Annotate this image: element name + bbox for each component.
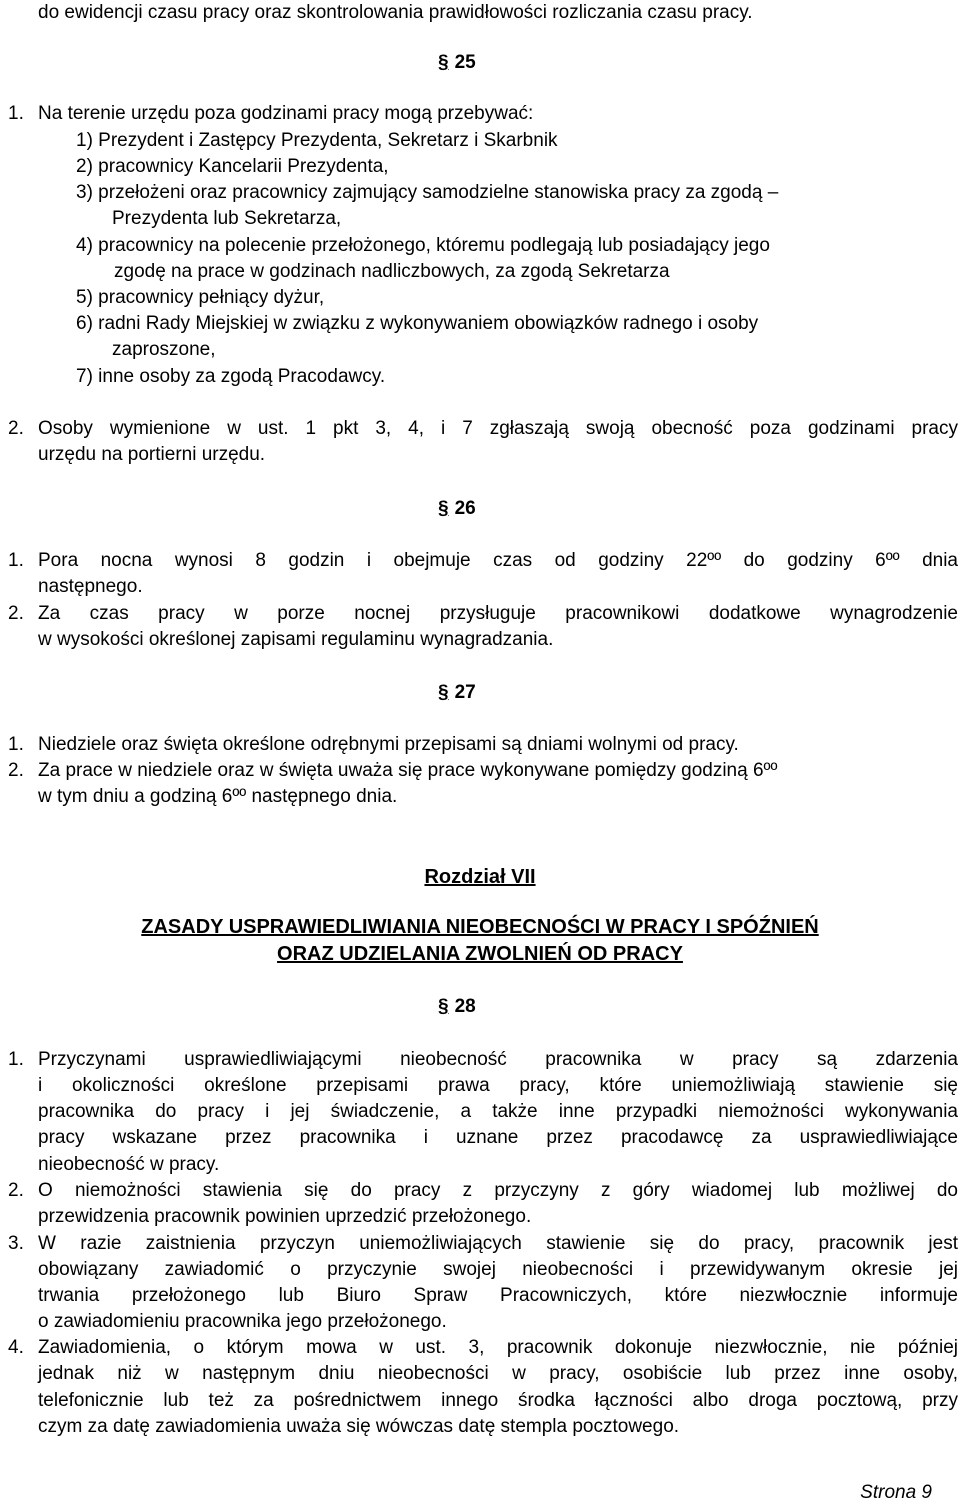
chapter-heading: ORAZ UDZIELANIA ZWOLNIEŃ OD PRACY (277, 943, 683, 965)
s25-p1-text: Na terenie urzędu poza godzinami pracy mogą przebywać: (38, 103, 534, 124)
s27-p2-line: w tym dniu a godziną 6ºº następnego dnia. (38, 786, 398, 807)
s28-p3-number: 3. (8, 1233, 24, 1254)
s28-p1-number: 1. (8, 1049, 24, 1070)
chapter-title: Rozdział VII (424, 866, 536, 888)
s28-p4-line: jednak niż w następnym dniu nieobecności w pracy, osobiście lub przez inne osoby, (38, 1363, 958, 1384)
s25-p2-number: 2. (8, 418, 24, 439)
s25-item: 2) pracownicy Kancelarii Prezydenta, (76, 156, 389, 177)
section-27-heading (438, 682, 476, 704)
s25-item: 4) pracownicy na polecenie przełożonego, któremu podlegają lub posiadający jego (76, 235, 770, 256)
s25-item-continued: Prezydenta lub Sekretarza, (112, 208, 342, 229)
s27-p2-line: Za prace w niedziele oraz w święta uważa się prace wykonywane pomiędzy godziną 6ºº (38, 760, 778, 781)
section-sign: § (438, 996, 449, 1017)
s28-p3-line: trwania przełożonego lub Biuro Spraw Pracowniczych, które niezwłocznie informuje (38, 1285, 958, 1306)
s28-p1-line: Przyczynami usprawiedliwiającymi nieobecność pracownika w pracy są zdarzenia (38, 1049, 958, 1070)
s28-p4-number: 4. (8, 1337, 24, 1358)
section-number: 28 (454, 996, 476, 1017)
section-number: 27 (454, 682, 476, 703)
s28-p1-line: nieobecność w pracy. (38, 1154, 220, 1175)
s28-p2-line: O niemożności stawienia się do pracy z przyczyny z góry wiadomej lub możliwej do (38, 1180, 958, 1201)
section-sign: § (438, 682, 449, 703)
s25-item: 5) pracownicy pełniący dyżur, (76, 287, 325, 308)
s25-p1-number: 1. (8, 103, 24, 124)
s28-p1-line: pracy wskazane przez pracownika i uznane przez pracodawcę za usprawiedliwiające (38, 1127, 958, 1148)
s28-p3-line: o zawiadomieniu pracownika jego przełożonego. (38, 1311, 447, 1332)
chapter-heading: ZASADY USPRAWIEDLIWIANIA NIEOBECNOŚCI W PRACY I SPÓŹNIEŃ (141, 916, 819, 938)
s27-p2-number: 2. (8, 760, 24, 781)
s25-item-continued: zgodę na prace w godzinach nadliczbowych, za zgodą Sekretarza (114, 261, 670, 282)
s28-p4-line: telefonicznie lub też za pośrednictwem innego środka łączności albo droga pocztową, przy (38, 1390, 958, 1411)
page-number: Strona 9 (860, 1482, 932, 1503)
s26-p1-number: 1. (8, 550, 24, 571)
section-sign: § (438, 498, 449, 519)
section-26-heading (438, 498, 476, 520)
s28-p1-line: pracownika do pracy i jej świadczenie, a także inne przypadki niemożności wykonywania (38, 1101, 958, 1122)
s28-p3-line: obowiązany zawiadomić o przyczynie swojej nieobecności i przewidywanym okresie jej (38, 1259, 958, 1280)
s28-p4-line: Zawiadomienia, o którym mowa w ust. 3, pracownik dokonuje niezwłocznie, nie później (38, 1337, 958, 1358)
s27-p1-line: Niedziele oraz święta określone odrębnymi przepisami są dniami wolnymi od pracy. (38, 734, 739, 755)
top-line: do ewidencji czasu pracy oraz skontrolowania prawidłowości rozliczania czasu pracy. (38, 2, 753, 23)
s28-p3-line: W razie zaistnienia przyczyn uniemożliwiających stawienie się do pracy, pracownik jest (38, 1233, 958, 1254)
s26-p1-line: Pora nocna wynosi 8 godzin i obejmuje czas od godziny 22ºº do godziny 6ºº dnia (38, 550, 958, 571)
s25-p2-line: Osoby wymienione w ust. 1 pkt 3, 4, i 7 zgłaszają swoją obecność poza godzinami pracy (38, 418, 958, 439)
s27-p1-number: 1. (8, 734, 24, 755)
s25-p2-line: urzędu na portierni urzędu. (38, 444, 266, 465)
s25-item: 6) radni Rady Miejskiej w związku z wykonywaniem obowiązków radnego i osoby (76, 313, 759, 334)
s25-item: 7) inne osoby za zgodą Pracodawcy. (76, 366, 386, 387)
section-25-heading (438, 52, 476, 74)
s28-p4-line: czym za datę zawiadomienia uważa się wówczas datę stempla pocztowego. (38, 1416, 680, 1437)
s26-p2-line: Za czas pracy w porze nocnej przysługuje pracownikowi dodatkowe wynagrodzenie (38, 603, 958, 624)
s28-p1-line: i okoliczności określone przepisami prawa pracy, które uniemożliwiają stawienie się (38, 1075, 958, 1096)
section-sign: § (438, 52, 449, 73)
s25-item: 3) przełożeni oraz pracownicy zajmujący samodzielne stanowiska pracy za zgodą – (76, 182, 779, 203)
s28-p2-number: 2. (8, 1180, 24, 1201)
s26-p2-number: 2. (8, 603, 24, 624)
s26-p2-line: w wysokości określonej zapisami regulaminu wynagradzania. (38, 629, 554, 650)
s28-p2-line: przewidzenia pracownik powinien uprzedzić przełożonego. (38, 1206, 532, 1227)
section-number: 26 (454, 498, 476, 519)
s26-p1-line: następnego. (38, 576, 143, 597)
section-number: 25 (454, 52, 476, 73)
section-28-heading (438, 996, 476, 1018)
s25-item-continued: zaproszone, (112, 339, 216, 360)
s25-item: 1) Prezydent i Zastępcy Prezydenta, Sekretarz i Skarbnik (76, 130, 558, 151)
